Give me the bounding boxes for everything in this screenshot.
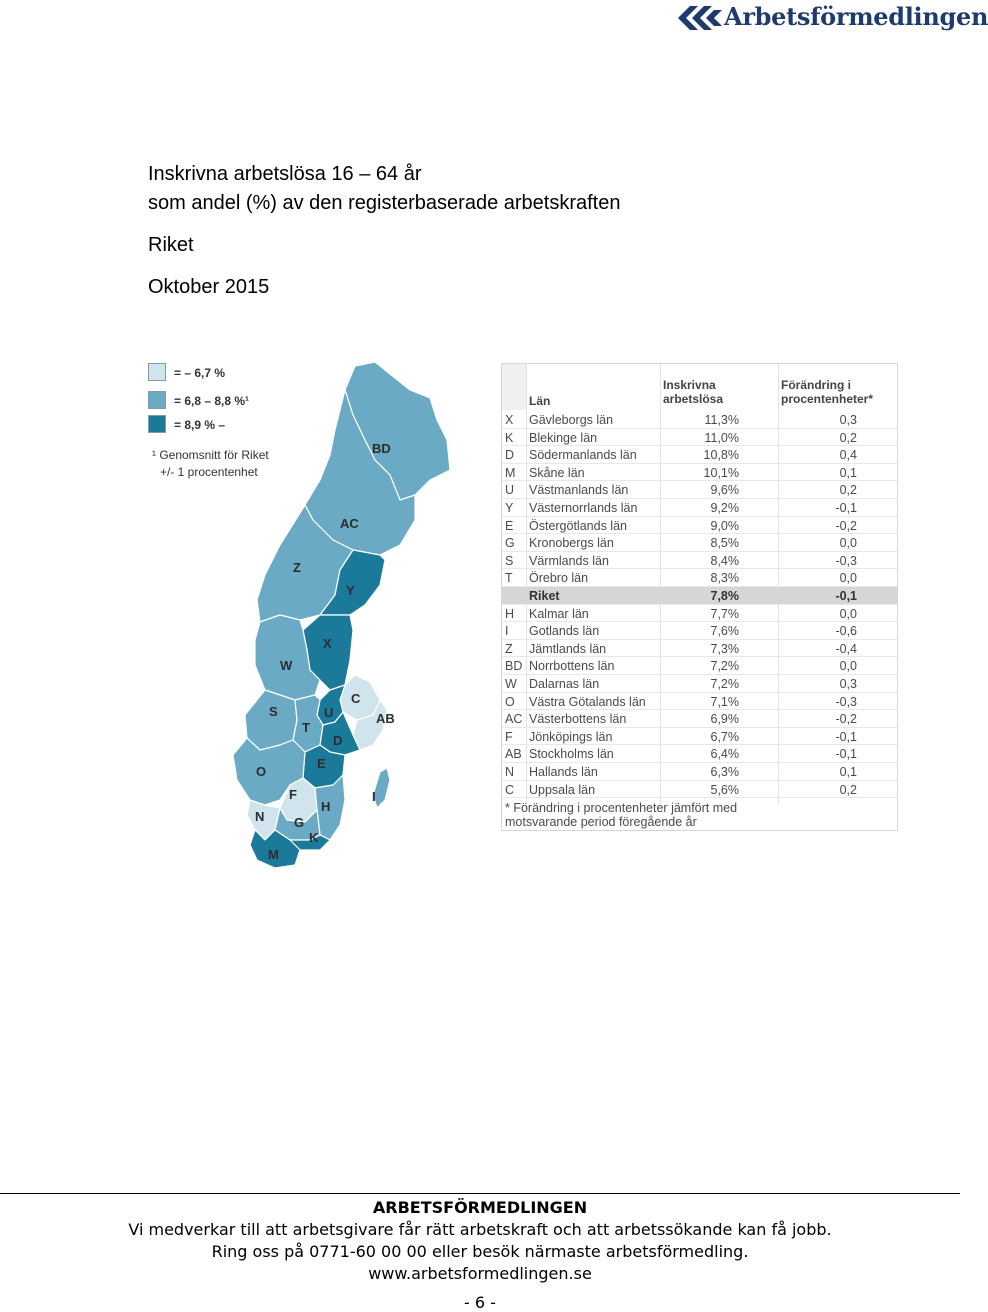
table-row	[502, 517, 897, 535]
table-row	[502, 552, 897, 570]
change-value-cell: 0,0	[839, 571, 857, 586]
change-value-cell: -0,1	[835, 729, 857, 744]
map-label-y: Y	[346, 583, 355, 598]
table-row	[502, 693, 897, 711]
county-unemployment-table	[501, 363, 898, 831]
change-value-cell: 0,3	[839, 677, 857, 691]
county-name-cell: Östergötlands län	[529, 518, 627, 533]
county-name-cell: Värmlands län	[529, 553, 609, 568]
county-name-cell: Örebro län	[529, 571, 589, 586]
page-number: - 6 -	[464, 1293, 496, 1312]
sweden-county-map	[225, 360, 485, 870]
county-code-cell: F	[505, 729, 513, 744]
county-code-cell: T	[505, 571, 513, 586]
change-value-cell: -0,3	[835, 553, 857, 568]
unemployment-value-cell: 6,9%	[710, 712, 739, 727]
change-value-cell: -0,1	[835, 589, 857, 603]
title-line-1: Inskrivna arbetslösa 16 – 64 år	[148, 163, 422, 185]
county-code-cell: D	[505, 448, 515, 463]
change-value-cell: 0,0	[839, 536, 857, 551]
change-value-cell: -0,3	[835, 694, 857, 709]
map-label-o: O	[256, 764, 267, 779]
county-name-cell: Jämtlands län	[529, 641, 607, 656]
change-value-cell: 0,3	[839, 413, 857, 427]
map-label-n: N	[255, 809, 265, 824]
county-code-cell: H	[505, 606, 515, 621]
unemployment-value-cell: 8,3%	[710, 571, 739, 586]
county-name-cell: Gotlands län	[529, 624, 600, 639]
table-footnote-line-1: * Förändring i procentenheter jämfört med	[505, 801, 738, 815]
table-row	[502, 587, 897, 605]
table-row	[502, 763, 897, 781]
header-inskrivna	[663, 378, 723, 406]
county-name-cell: Blekinge län	[529, 430, 598, 445]
unemployment-value-cell: 7,1%	[710, 694, 739, 709]
unemployment-value-cell: 7,6%	[710, 624, 739, 639]
footer-org-name: ARBETSFÖRMEDLINGEN	[372, 1198, 588, 1217]
map-label-bd: BD	[372, 441, 391, 456]
map-label-i: I	[372, 789, 376, 804]
table-row	[502, 446, 897, 464]
county-name-cell: Skåne län	[529, 465, 585, 480]
table-row	[502, 411, 897, 429]
arbetsformedlingen-logo-icon	[678, 4, 722, 32]
county-code-cell: E	[505, 518, 514, 533]
county-name-cell: Södermanlands län	[529, 448, 637, 463]
table-row	[502, 657, 897, 675]
unemployment-value-cell: 8,5%	[710, 536, 739, 551]
legend-note-line-2: +/- 1 procentenhet	[160, 465, 258, 479]
header-inskrivna-line-1: Inskrivna	[663, 378, 716, 392]
footer-divider	[0, 1193, 960, 1194]
map-label-d: D	[333, 733, 343, 748]
county-code-cell: W	[505, 677, 517, 691]
table-row	[502, 710, 897, 728]
county-code-cell: I	[505, 624, 509, 639]
map-label-e: E	[317, 756, 326, 771]
unemployment-value-cell: 5,6%	[710, 782, 739, 797]
county-code-cell: M	[505, 465, 516, 480]
legend-swatch-high	[148, 415, 166, 433]
sweden-map-svg	[225, 360, 485, 870]
footer-contact: Ring oss på 0771-60 00 00 eller besök närmaste arbetsförmedling.	[211, 1242, 749, 1261]
county-code-cell: S	[505, 553, 514, 568]
table-code-column-bg	[502, 364, 526, 410]
map-label-c: C	[351, 691, 361, 706]
map-label-t: T	[302, 720, 310, 735]
table-row	[502, 429, 897, 447]
unemployment-value-cell: 7,7%	[710, 606, 739, 621]
county-name-cell: Västerbottens län	[529, 712, 627, 727]
change-value-cell: 0,0	[839, 606, 857, 621]
footer-url: www.arbetsformedlingen.se	[368, 1264, 592, 1283]
unemployment-value-cell: 7,3%	[710, 641, 739, 656]
change-value-cell: -0,1	[835, 501, 857, 515]
county-name-cell: Riket	[529, 589, 560, 603]
region-title: Riket	[148, 234, 194, 256]
county-name-cell: Hallands län	[529, 765, 598, 779]
legend-label-low: = – 6,7 %	[174, 366, 226, 380]
county-name-cell: Gävleborgs län	[529, 413, 614, 427]
map-label-g: G	[294, 815, 305, 830]
arbetsformedlingen-logo	[678, 2, 988, 38]
unemployment-value-cell: 10,8%	[703, 448, 739, 463]
unemployment-value-cell: 9,0%	[710, 518, 739, 533]
map-label-ac: AC	[340, 516, 359, 531]
county-code-cell: X	[505, 413, 514, 427]
unemployment-value-cell: 11,0%	[704, 430, 739, 445]
unemployment-value-cell: 7,2%	[710, 677, 739, 691]
header-lan: Län	[529, 394, 551, 408]
county-code-cell: AB	[505, 747, 522, 762]
table-row	[502, 640, 897, 658]
legend-note-line-1: ¹ Genomsnitt för Riket	[152, 448, 269, 462]
unemployment-value-cell: 9,2%	[710, 501, 739, 515]
header-inskrivna-line-2: arbetslösa	[663, 392, 724, 406]
table-row	[502, 534, 897, 552]
map-label-ab: AB	[376, 711, 395, 726]
table-row	[502, 499, 897, 517]
change-value-cell: 0,1	[839, 465, 857, 480]
change-value-cell: -0,6	[835, 624, 857, 639]
unemployment-value-cell: 10,1%	[703, 465, 739, 480]
unemployment-value-cell: 7,8%	[710, 589, 739, 603]
header-forandring-line-2: procentenheter*	[781, 392, 874, 406]
unemployment-value-cell: 6,7%	[710, 729, 739, 744]
table-row	[502, 675, 897, 693]
logo-text: Arbetsförmedlingen	[724, 2, 988, 31]
legend-swatch-low	[148, 363, 166, 381]
county-code-cell: Y	[505, 501, 514, 515]
county-name-cell: Västernorrlands län	[529, 501, 638, 515]
change-value-cell: 0,2	[839, 782, 857, 797]
county-code-cell: G	[505, 536, 515, 551]
table-footnote-line-2: motsvarande period föregående år	[505, 815, 697, 829]
map-label-k: K	[309, 830, 319, 845]
legend-label-high: = 8,9 % –	[174, 418, 226, 432]
county-name-cell: Västra Götalands län	[529, 694, 646, 709]
legend-swatch-mid	[148, 391, 166, 409]
unemployment-value-cell: 6,3%	[710, 765, 739, 779]
county-code-cell: O	[505, 694, 515, 709]
table-row	[502, 622, 897, 640]
footer-tagline: Vi medverkar till att arbetsgivare får rätt arbetskraft och att arbetssökande kan få jobb.	[128, 1220, 832, 1239]
county-name-cell: Norrbottens län	[529, 659, 615, 674]
table-row	[502, 605, 897, 623]
change-value-cell: 0,4	[839, 448, 857, 463]
unemployment-value-cell: 11,3%	[704, 413, 739, 427]
change-value-cell: -0,2	[835, 712, 857, 727]
header-forandring	[781, 378, 873, 406]
county-code-cell: AC	[505, 712, 523, 727]
map-label-z: Z	[293, 560, 301, 575]
period-title: Oktober 2015	[148, 276, 270, 298]
change-value-cell: 0,2	[839, 430, 857, 445]
unemployment-value-cell: 6,4%	[710, 747, 739, 762]
table-row	[502, 728, 897, 746]
change-value-cell: -0,4	[835, 641, 857, 656]
change-value-cell: 0,1	[839, 765, 857, 779]
table-row	[502, 745, 897, 763]
county-code-cell: K	[505, 430, 514, 445]
change-value-cell: 0,0	[839, 659, 857, 674]
county-name-cell: Jönköpings län	[529, 729, 613, 744]
county-name-cell: Uppsala län	[529, 782, 596, 797]
unemployment-value-cell: 8,4%	[710, 553, 739, 568]
map-label-w: W	[280, 658, 293, 673]
table-row	[502, 569, 897, 587]
county-code-cell: C	[505, 782, 515, 797]
table-row	[502, 481, 897, 499]
table-footnote	[505, 801, 737, 829]
unemployment-value-cell: 7,2%	[710, 659, 739, 674]
map-label-s: S	[269, 704, 278, 719]
county-name-cell: Kronobergs län	[529, 536, 614, 551]
county-code-cell: Z	[505, 641, 513, 656]
table-row	[502, 781, 897, 799]
legend-label-mid: = 6,8 – 8,8 %¹	[174, 394, 250, 408]
map-label-u: U	[324, 705, 334, 720]
unemployment-value-cell: 9,6%	[710, 483, 739, 498]
change-value-cell: 0,2	[839, 483, 857, 498]
county-name-cell: Stockholms län	[529, 747, 614, 762]
county-code-cell: U	[505, 483, 515, 498]
map-label-h: H	[321, 799, 331, 814]
county-name-cell: Kalmar län	[529, 606, 589, 621]
county-name-cell: Västmanlands län	[529, 483, 629, 498]
table-row	[502, 464, 897, 482]
change-value-cell: -0,2	[835, 518, 857, 533]
county-code-cell: N	[505, 765, 515, 779]
map-label-x: X	[323, 636, 332, 651]
header-forandring-line-1: Förändring i	[781, 378, 851, 392]
map-label-f: F	[289, 787, 297, 802]
change-value-cell: -0,1	[835, 747, 857, 762]
county-name-cell: Dalarnas län	[529, 677, 600, 691]
map-label-m: M	[268, 847, 279, 862]
title-line-2: som andel (%) av den registerbaserade arbetskraften	[148, 192, 621, 214]
county-code-cell: BD	[505, 659, 523, 674]
